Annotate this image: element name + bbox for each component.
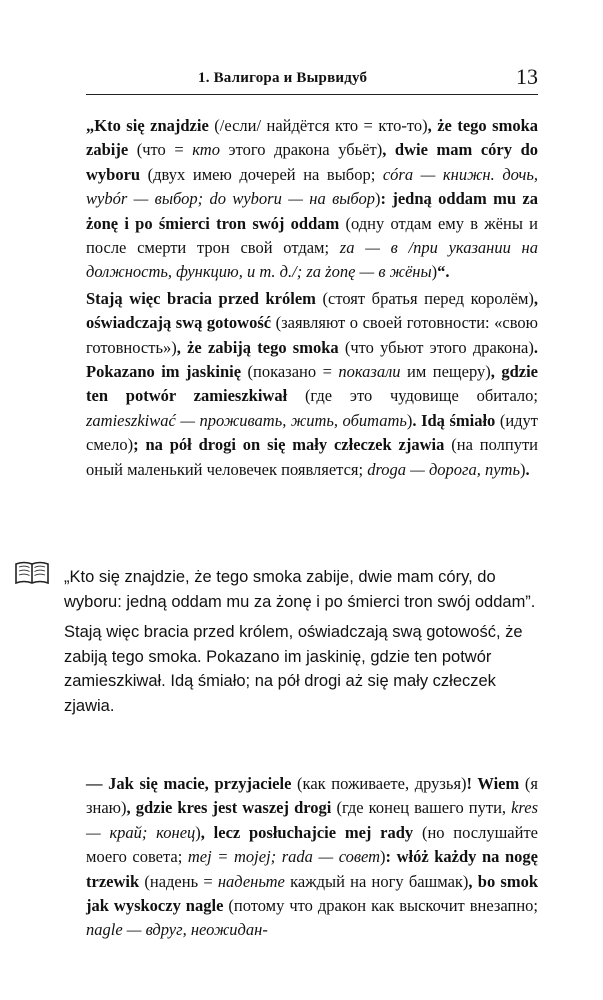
translation-text: ) <box>195 822 201 842</box>
translation-text: (потому что дракон как выскочит внезапно; <box>223 896 538 916</box>
bilingual-paragraph <box>86 114 538 285</box>
translation-text: (где это чудовище обитало; <box>287 386 538 406</box>
translation-text: (я знаю) <box>86 774 538 818</box>
gloss-note: za — в /при указании на должность, функцию, и т. д./; za żonę — в жёны <box>86 238 538 282</box>
polish-phrase: . Pokazano im jaskinię <box>86 337 538 382</box>
translation-text: ) <box>519 459 526 479</box>
translation-text: (что убьют этого дракона) <box>338 337 534 357</box>
translation-text: ) <box>380 847 386 867</box>
polish-phrase: ! Wiem <box>466 774 520 793</box>
gloss-note: córa — книжн. дочь, wybór — выбор; do wyboru — на выбор <box>86 164 538 209</box>
translation-text: ) <box>374 189 381 209</box>
polish-phrase: : jedną oddam mu za żonę i po śmierci tron swój oddam <box>86 189 538 233</box>
translation-text: (на полпути оный маленький человечек появляется; <box>86 435 538 479</box>
gloss-note: показали <box>338 362 401 382</box>
reading-paragraph: „Kto się znajdzie, że tego smoka zabije, dwie mam córy, do wyboru: jedną oddam mu za żonę i po śmierci tron swój oddam”. <box>64 568 536 611</box>
polish-phrase: ; na pół drogi on się mały człeczek zjawia <box>133 435 445 455</box>
translation-text: (что = <box>128 140 193 160</box>
gloss-note: кто <box>192 140 220 160</box>
gloss-note: наденьте <box>217 871 285 891</box>
polish-phrase: Stają więc bracia przed królem <box>86 288 316 308</box>
translation-text: (где конец вашего пути, <box>331 798 512 818</box>
bilingual-text-block-2 <box>86 772 538 943</box>
polish-phrase: , że tego smoka zabije <box>86 116 539 160</box>
polish-phrase: . <box>525 459 530 479</box>
polish-phrase: , bo smok jak wyskoczy nagle <box>86 871 539 916</box>
polish-phrase: , lecz posłuchajcie mej rady <box>200 822 414 842</box>
gloss-note: mej = mojej; rada — совет <box>187 847 381 867</box>
translation-text: (показано = <box>241 362 339 382</box>
polish-phrase: , gdzie ten potwór zamieszkiwał <box>86 362 538 406</box>
polish-phrase: : włóż każdy na nogę trzewik <box>86 847 539 891</box>
bilingual-paragraph <box>86 287 538 482</box>
polish-phrase: , gdzie kres jest waszej drogi <box>126 798 332 818</box>
gloss-note: kres — край; конец <box>86 798 538 842</box>
polish-phrase: “. <box>437 262 450 282</box>
translation-text: (/если/ найдётся кто = кто-то) <box>208 116 428 135</box>
running-head: 1. Валигора и Вырвидуб <box>198 70 368 86</box>
page-number: 13 <box>516 64 538 89</box>
book-icon <box>14 560 50 586</box>
gloss-note: droga — дорога, путь <box>367 459 520 479</box>
translation-text: (стоят братья перед королём) <box>315 288 534 308</box>
translation-text: этого дракона убьёт) <box>219 140 383 160</box>
translation-text: (надень = <box>139 871 218 891</box>
translation-text: ) <box>406 410 413 430</box>
translation-text: (идут смело) <box>86 410 539 455</box>
translation-text: (заявляют о своей готовности: «свою готовность») <box>86 313 538 357</box>
gloss-note: zamieszkiwać — проживать, жить, обитать <box>86 410 407 430</box>
translation-text: (как поживаете, друзья) <box>291 774 467 793</box>
polish-phrase: . Idą śmiało <box>412 410 496 430</box>
polish-phrase: , oświadczają swą gotowość <box>86 288 538 333</box>
bilingual-paragraph <box>86 772 538 943</box>
polish-reading-text <box>64 565 542 718</box>
gloss-note: nagle — вдруг, неожидан- <box>86 920 268 940</box>
translation-text: им пещеру) <box>400 362 491 382</box>
translation-text: ) <box>431 262 438 282</box>
polish-phrase: , że zabiją tego smoka <box>176 337 339 357</box>
translation-text: (но послушайте моего совета; <box>86 822 538 867</box>
polish-phrase: „Kto się znajdzie <box>86 116 209 135</box>
bilingual-text-block-1 <box>86 114 538 482</box>
page-header <box>86 64 538 95</box>
reading-paragraph: Stają więc bracia przed królem, oświadczają swą gotowość, że zabiją tego smoka. Pokazano im jaskinię, gdzie ten potwór zamieszkiwał. Idą śmiało; na pół drogi aż się mały człeczek zjawia. <box>64 623 523 715</box>
translation-text: (двух имею дочерей на выбор; <box>140 164 383 184</box>
polish-phrase: — Jak się macie, przyjaciele <box>86 774 292 793</box>
polish-phrase: , dwie mam córy do wyboru <box>86 140 539 184</box>
translation-text: каждый на ногу башмак) <box>284 871 469 891</box>
translation-text: (одну отдам ему в жёны и после смерти трон свой отдам; <box>86 213 538 258</box>
